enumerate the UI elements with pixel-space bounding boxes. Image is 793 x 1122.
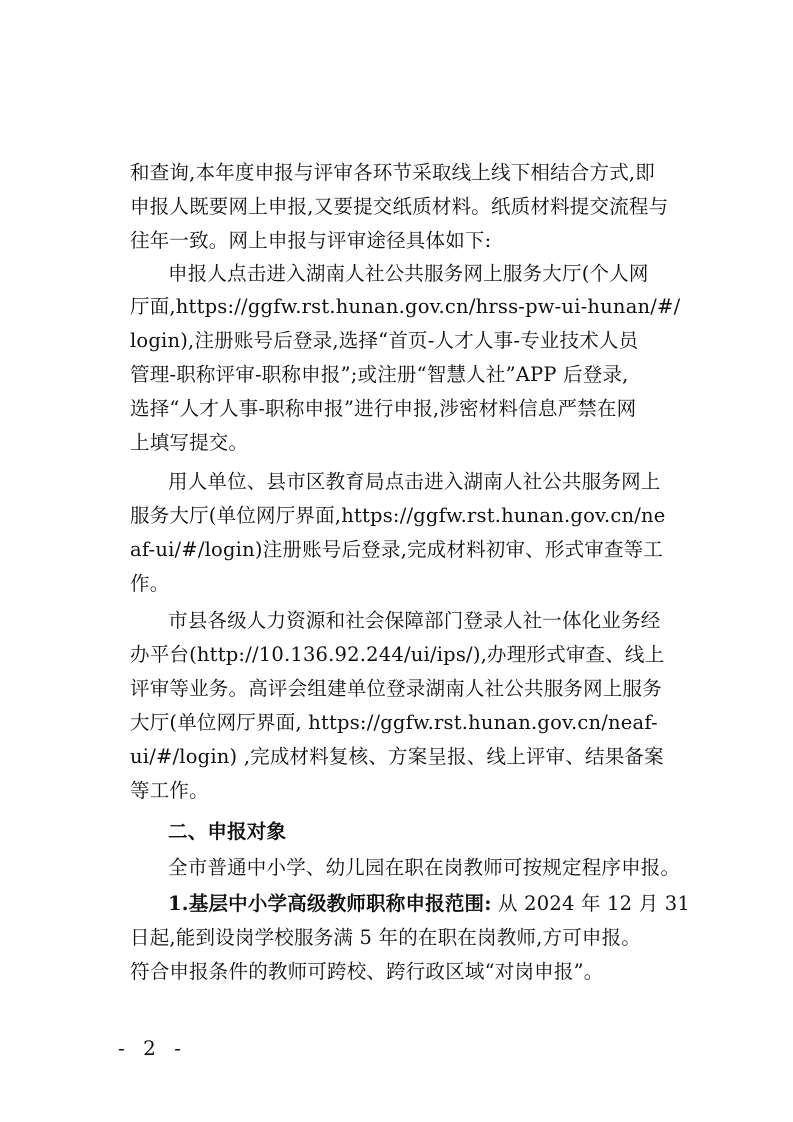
- paragraph-line: 等工作。: [130, 779, 209, 802]
- paragraph-line: 选择“人才人事-职称申报”进行申报,涉密材料信息严禁在网: [130, 397, 637, 420]
- paragraph-line: 评审等业务。高评会组建单位登录湖南人社公共服务网上服务: [130, 677, 662, 700]
- paragraph-line: 日起,能到设岗学校服务满 5 年的在职在岗教师,方可申报。: [130, 926, 642, 949]
- paragraph-line: 厅面,https://ggfw.rst.hunan.gov.cn/hrss-pw-ui-hunan/#/: [130, 295, 681, 318]
- paragraph-line: 管理-职称评审-职称申报”;或注册“智慧人社”APP 后登录,: [130, 363, 629, 386]
- paragraph-line: ui/#/login) ,完成材料复核、方案呈报、线上评审、结果备案: [130, 745, 664, 768]
- paragraph-line: 上填写提交。: [130, 431, 249, 454]
- section-heading: 二、申报对象: [168, 820, 287, 843]
- paragraph-line: af-ui/#/login)注册账号后登录,完成材料初审、形式审查等工: [130, 538, 664, 561]
- paragraph-line: 申报人点击进入湖南人社公共服务网上服务大厅(个人网: [168, 262, 649, 285]
- paragraph-line: login),注册账号后登录,选择“首页-人才人事-专业技术人员: [130, 329, 639, 352]
- paragraph-line: 办平台(http://10.136.92.244/ui/ips/),办理形式审查、线上: [130, 643, 665, 666]
- paragraph-line: [168, 887, 700, 921]
- paragraph-line: 全市普通中小学、幼儿园在职在岗教师可按规定程序申报。: [168, 856, 681, 879]
- paragraph-line: 服务大厅(单位网厅界面,https://ggfw.rst.hunan.gov.cn/ne: [130, 504, 666, 527]
- paragraph-line: 和查询,本年度申报与评审各环节采取线上线下相结合方式,即: [130, 161, 655, 184]
- subheading-inline: 1.基层中小学高级教师职称申报范围:: [168, 892, 492, 915]
- paragraph-line: 往年一致。网上申报与评审途径具体如下:: [130, 229, 492, 252]
- paragraph-line: 符合申报条件的教师可跨校、跨行政区域“对岗申报”。: [130, 960, 604, 983]
- paragraph-line: 大厅(单位网厅界面, https://ggfw.rst.hunan.gov.cn/neaf-: [130, 711, 658, 734]
- paragraph-line: 作。: [130, 572, 170, 595]
- paragraph-line: 用人单位、县市区教育局点击进入湖南人社公共服务网上: [168, 470, 661, 493]
- paragraph-line: 申报人既要网上申报,又要提交纸质材料。纸质材料提交流程与: [130, 195, 669, 218]
- paragraph-text: 从 2024 年 12 月 31: [491, 892, 690, 915]
- page-number: - 2 -: [118, 1036, 187, 1060]
- paragraph-line: 市县各级人力资源和社会保障部门登录人社一体化业务经: [168, 609, 661, 632]
